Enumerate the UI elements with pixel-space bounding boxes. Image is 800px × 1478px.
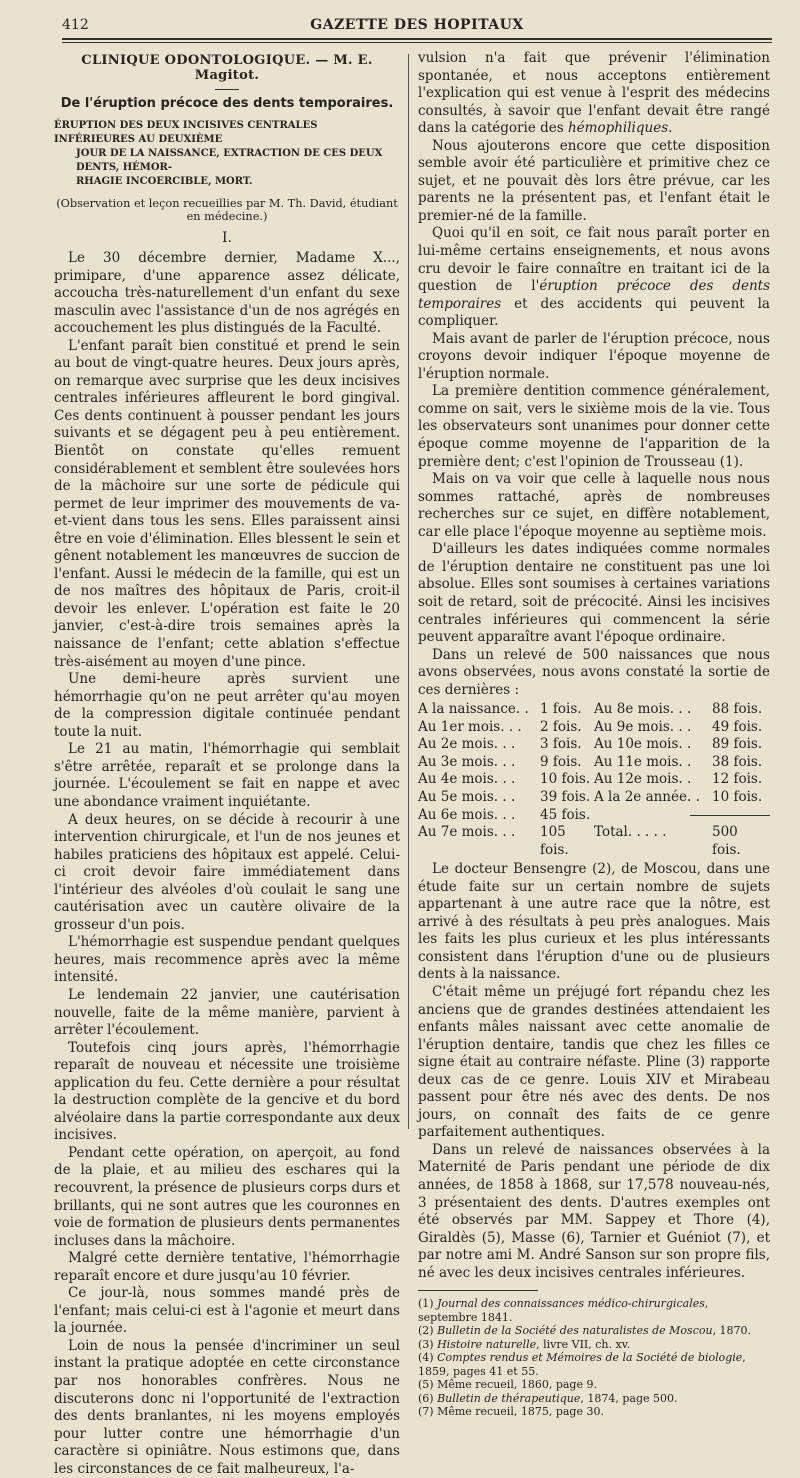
table-row — [418, 736, 594, 754]
paragraph: A deux heures, on se décide à recourir à une intervention chirurgicale, et l'un de nos jeunes et habiles praticiens des hôpitaux est appelé. Celui-ci croit devoir faire immédiatement dans l'intérieur des alvéoles d'où coulait le sang une cautérisation avec un cautère olivaire de la grosseur d'un pois. — [54, 811, 400, 933]
paragraph: Pendant cette opération, on aperçoit, au fond de la plaie, et au milieu des eschares qui la recouvrent, la présence de plusieurs corps durs et brillants, qui ne sont autres que les couronnes en voie de formation de plusieurs dents permanentes incluses dans la mâchoire. — [54, 1144, 400, 1249]
table-row — [594, 754, 770, 772]
table-value: 10 fois. — [712, 788, 763, 805]
table-value: 1 fois. — [540, 701, 582, 718]
table-label: Au 11e mois. . — [594, 753, 692, 770]
title-separator — [215, 89, 239, 90]
footnote — [418, 1405, 770, 1419]
table-row-total — [594, 824, 770, 859]
table-label: Total. . . . . — [594, 824, 667, 841]
table-row — [594, 736, 770, 754]
footnote-text: , septembre 1841. — [418, 1297, 709, 1324]
subheading-line-1: ÉRUPTION DES DEUX INCISIVES CENTRALES INFÉRIEURES AU DEUXIÈME — [54, 120, 318, 145]
table-value: 9 fois. — [540, 753, 582, 770]
footnote-text: , 1859, pages 41 et 55. — [418, 1351, 746, 1378]
right-column — [418, 50, 771, 1419]
table-value: 49 fois. — [712, 718, 763, 735]
italic-term: hémophiliques. — [567, 120, 673, 137]
footnote-number: (1) — [418, 1297, 438, 1311]
paragraph: Dans un relevé de 500 naissances que nous avons observées, nous avons constaté la sortie de ces dernières : — [418, 646, 770, 698]
footnote — [418, 1378, 770, 1392]
table-label: A la 2e année. . — [594, 788, 700, 805]
table-label: Au 7e mois. . . — [418, 824, 516, 841]
footnote-text: , 1870. — [712, 1324, 752, 1338]
italic-term: éruption précoce des dents temporaires — [418, 278, 771, 312]
text-run: Quoi qu'il en soit, ce fait nous paraît porter en lui-même certains enseignements, et nous avons cru devoir le faire connaître en traitant ici de la question de l' — [418, 225, 770, 295]
paragraph — [418, 50, 770, 138]
table-label: Au 1er mois. . . — [418, 718, 522, 735]
table-label: Au 5e mois. . . — [418, 788, 516, 805]
paragraph: Dans un relevé de naissances observées à la Maternité de Paris pendant une période de dix années, de 1858 à 1868, sur 17,578 nouveau-nés, 3 présentaient des dents. D'autres exemples ont été observés par MM. Sappey et Thore (4), Giraldès (5), Masse (6), Tarnier et Guéniot (7), et par notre ami M. André Sanson sur son propre fils, né avec les deux incisives centrales inférieures. — [418, 1141, 770, 1281]
page-header — [62, 13, 772, 35]
table-value: 88 fois. — [712, 701, 763, 718]
paragraph: Mais avant de parler de l'éruption précoce, nous croyons devoir indiquer l'époque moyenne de l'éruption normale. — [418, 330, 770, 382]
table-row — [594, 771, 770, 789]
footnote-source: Comptes rendus et Mémoires de la Société de biologie — [437, 1351, 743, 1365]
paragraph: Le lendemain 22 janvier, une cautérisation nouvelle, faite de la même manière, parvient à arrêter l'écoulement. — [54, 986, 400, 1039]
paragraph: Le docteur Bensengre (2), de Moscou, dans une étude faite sur un certain nombre de sujets appartenant à une autre race que la nôtre, est arrivé à des résultats à peu près analogues. Mais les faits les plus curieux et les plus intéressants consistent dans l'éruption d'une ou de plusieurs dents à la naissance. — [418, 861, 770, 983]
footnote-number: (4) — [418, 1351, 438, 1365]
table-label: Au 2e mois. . . — [418, 736, 516, 753]
table-value: 105 fois. — [540, 824, 569, 858]
footnote — [418, 1338, 770, 1352]
footnote-text: Même recueil, 1875, page 30. — [437, 1405, 604, 1419]
table-label: Au 9e mois. . . — [594, 718, 692, 735]
paragraph: Malgré cette dernière tentative, l'hémorrhagie reparaît encore et dure jusqu'au 10 février. — [54, 1250, 400, 1284]
subheading-line-3: RHAGIE INCOERCIBLE, MORT. — [76, 176, 253, 187]
footnote-number: (2) — [418, 1324, 438, 1338]
table-row — [418, 754, 594, 772]
table-label: Au 4e mois. . . — [418, 771, 516, 788]
table-value: 500 fois. — [712, 824, 741, 858]
text-run: vulsion n'a fait que prévenir l'élimination spontanée, et nous acceptons entièrement l'explication qui est venue à l'esprit des médecins consultés, à savoir que l'enfant devait être rangé dans la catégorie des — [418, 50, 770, 137]
article-subheading — [54, 119, 400, 189]
paragraph: Le 21 au matin, l'hémorrhagie qui semblait s'être arrêtée, reparaît et se prolonge dans la journée. L'écoulement se fait en nappe et avec une abondance vraiment inquiétante. — [54, 741, 400, 810]
clinic-title: CLINIQUE ODONTOLOGIQUE. — M. E. Magitot. — [81, 53, 373, 83]
eruption-table-col-a — [418, 701, 594, 859]
table-row — [418, 789, 594, 807]
paragraph: L'enfant paraît bien constitué et prend le sein au bout de vingt-quatre heures. Deux jours après, on remarque avec surprise que les deux incisives centrales inférieures affleurent le bord gingival. Ces dents continuent à pousser pendant les jours suivants et se dégagent peu à peu entièrement. Bientôt on constate qu'elles remuent considérablement et semblent être soulevées hors de la mâchoire sur une sorte de pédicule qui permet de leur imprimer des mouvements de va-et-vient dans tous les sens. Elles paraissent ainsi être en voie d'élimination. Elles blessent le sein et gênent notablement les manœuvres de succion de l'enfant. Aussi le médecin de la famille, qui est un de nos maîtres des hôpitaux de Paris, croit-il devoir les enlever. L'opération est faite le 20 janvier, c'est-à-dire trois semaines après la naissance de l'enfant; cette ablation s'effectue très-aisément au moyen d'une pince. — [54, 337, 400, 670]
column-divider — [408, 54, 409, 1129]
table-label: Au 10e mois. . — [594, 736, 692, 753]
table-value: 89 fois. — [712, 736, 763, 753]
table-row — [594, 789, 770, 807]
paragraph: La première dentition commence généralement, comme on sait, vers le sixième mois de la vie. Tous les observateurs sont unanimes pour donner cette époque comme moyenne de l'apparition de la première dent; c'est l'opinion de Trousseau (1). — [418, 383, 770, 470]
footnote-source: Journal des connaissances médico-chirurgicales — [437, 1297, 705, 1311]
footnote-number: (6) — [418, 1391, 438, 1405]
table-label: Au 12e mois. . — [594, 771, 692, 788]
footnote — [418, 1351, 770, 1378]
footnote — [418, 1392, 770, 1406]
paragraph: Nous ajouterons encore que cette disposition semble avoir été particulière et primitive chez ce sujet, et ne pouvait dès lors être prévue, car les parents ne la présentent pas, et l'enfant était le premier-né de la famille. — [418, 137, 770, 224]
footnote-number: (3) — [418, 1337, 438, 1351]
text-run: et des accidents qui peuvent la compliquer. — [418, 295, 770, 330]
paragraph: Toutefois cinq jours après, l'hémorrhagie reparaît de nouveau et nécessite une troisième application du feu. Cette dernière a pour résultat la destruction complète de la gencive et du bord alvéolaire dans la partie correspondante aux deux incisives. — [54, 1039, 400, 1144]
footnote-number: (5) — [418, 1378, 438, 1392]
footnote-text: , livre VII, ch. xv. — [536, 1337, 631, 1351]
paragraph: Ce jour-là, nous sommes mandé près de l'enfant; mais celui-ci est à l'agonie et meurt dans la journée. — [54, 1285, 400, 1337]
paragraph: Loin de nous la pensée d'incriminer un seul instant la pratique adoptée en cette circonstance par nos honorables confrères. Nous ne discuterons donc ni l'opportunité de l'extraction des dents branlantes, ni les moyens employés pour lutter contre une hémorrhagie d'un caractère si opiniâtre. Nous estimons que, dans les circonstances de ce fait malheureux, l'a- — [54, 1337, 400, 1477]
footnote-number: (7) — [418, 1405, 438, 1419]
table-row — [418, 824, 594, 859]
article-title: De l'éruption précoce des dents temporaires. — [60, 96, 394, 111]
paragraph: Une demi-heure après survient une hémorrhagie qu'on ne peut arrêter qu'au moyen de la compression digitale continuée pendant toute la nuit. — [54, 671, 400, 740]
table-value: 12 fois. — [712, 771, 763, 788]
table-row — [594, 719, 770, 737]
observation-credit: (Observation et leçon recueillies par M. Th. David, étudiant en médecine.) — [56, 197, 398, 223]
table-label: Au 3e mois. . . — [418, 753, 516, 770]
paragraph: D'ailleurs les dates indiquées comme normales de l'éruption dentaire ne constituent pas une loi absolue. Elles sont soumises à certaines variations soit de retard, soit de précocité. Ainsi les incisives centrales inférieures qui commencent la série peuvent apparaître avant l'époque ordinaire. — [418, 541, 770, 646]
footnote-text: , 1874, page 500. — [580, 1391, 678, 1405]
table-value: 39 fois. — [540, 788, 591, 805]
footnote-source: Histoire naturelle — [437, 1337, 537, 1351]
table-row — [594, 701, 770, 719]
table-label: Au 6e mois. . . — [418, 806, 516, 823]
footnote-source: Bulletin de thérapeutique — [437, 1391, 581, 1405]
table-value: 38 fois. — [712, 753, 763, 770]
paragraph: C'était même un préjugé fort répandu chez les anciens que de grandes destinées attendaient les enfants mâles naissant avec cette anomalie de l'éruption dentaire, tandis que chez les filles ce signe était au contraire néfaste. Pline (3) rapporte deux cas de ce genre. Louis XIV et Mirabeau passent pour être nés avec des dents. De nos jours, on connaît des faits de ce genre parfaitement authentiques. — [418, 983, 770, 1141]
paragraph — [418, 225, 770, 330]
table-row — [418, 719, 594, 737]
table-row — [594, 807, 770, 825]
section-number: I. — [222, 230, 232, 246]
header-rule-thick — [62, 38, 772, 40]
eruption-table — [418, 701, 770, 859]
table-row — [418, 771, 594, 789]
table-value: 3 fois. — [540, 736, 582, 753]
footnote-rule — [418, 1290, 538, 1291]
left-column — [54, 50, 400, 1477]
footnote-text: Même recueil, 1860, page 9. — [437, 1378, 597, 1392]
table-row — [418, 807, 594, 825]
running-title: GAZETTE DES HOPITAUX — [310, 17, 524, 33]
table-value: 45 fois. — [540, 806, 591, 823]
subheading-line-2: JOUR DE LA NAISSANCE, EXTRACTION DE CES DEUX DENTS, HÉMOR- — [76, 148, 383, 173]
table-label: A la naissance. . — [418, 701, 529, 718]
paragraph: L'hémorrhagie est suspendue pendant quelques heures, mais recommence après avec la même intensité. — [54, 934, 400, 986]
header-rule-thin — [62, 42, 772, 43]
footnote — [418, 1297, 770, 1324]
page-number: 412 — [62, 17, 89, 33]
table-row — [418, 701, 594, 719]
table-value: 2 fois. — [540, 718, 582, 735]
footnote — [418, 1324, 770, 1338]
table-value: 10 fois. — [540, 771, 591, 788]
paragraph: Mais on va voir que celle à laquelle nous nous sommes rattaché, après de nombreuses recherches sur ce sujet, en diffère notablement, car elle place l'époque moyenne au septième mois. — [418, 471, 770, 540]
total-rule — [690, 815, 770, 816]
paragraph: Le 30 décembre dernier, Madame X..., primipare, d'une apparence assez délicate, accoucha très-naturellement d'un enfant du sexe masculin avec l'assistance d'un de nos agrégés en accouchement les plus distingués de la Faculté. — [54, 250, 400, 337]
table-label: Au 8e mois. . . — [594, 701, 692, 718]
eruption-table-col-b — [594, 701, 770, 859]
footnote-source: Bulletin de la Société des naturalistes de Moscou — [437, 1324, 713, 1338]
